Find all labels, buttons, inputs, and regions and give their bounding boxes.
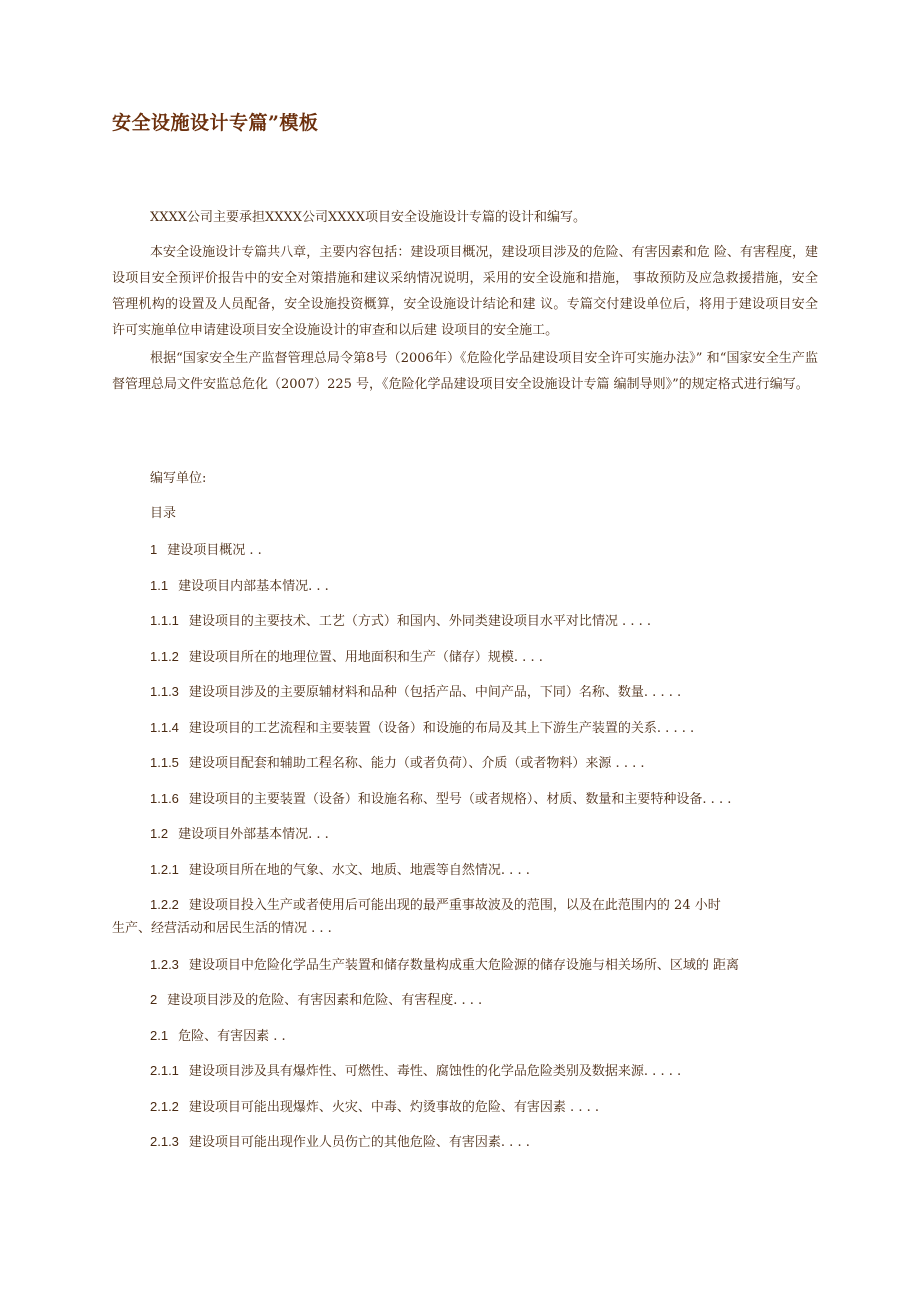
toc-item-text: 建设项目的工艺流程和主要装置（设备）和设施的布局及其上下游生产装置的关系. . . . . [188, 721, 695, 736]
toc-item-number: 1.1.1 [150, 613, 179, 628]
content-summary-paragraph: 本安全设施设计专篇共八章，主要内容包括：建设项目概况，建设项目涉及的危险、有害因素和危 险、有害程度，建设项目安全预评价报告中的安全对策措施和建议采纳情况说明，采用的安全设施和措施， 事故预防及应急救援措施，安全管理机构的设置及人员配备，安全设施投资概算，安全设施设计结论和建 议。专篇交付建设单位后，将用于建设项目安全许可实施单位申请建设项目安全设施设计的审查和以后建 设项目的安全施工。 [112, 245, 818, 338]
intro-paragraph: XXXX公司主要承担XXXX公司XXXX项目安全设施设计专篇的设计和编写。 [150, 210, 587, 225]
toc-item-number: 1.1.6 [150, 791, 179, 806]
toc-item [150, 1027, 286, 1046]
toc-item-text: 建设项目的主要装置（设备）和设施名称、型号（或者规格）、材质、数量和主要特种设备. . . . [188, 792, 732, 807]
author-label: 编写单位: [150, 471, 207, 486]
toc-item-text: 建设项目的主要技术、工艺（方式）和国内、外同类建设项目水平对比情况 . . . . [188, 614, 651, 629]
toc-item [150, 754, 644, 773]
toc-item-number: 1.1.4 [150, 720, 179, 735]
toc-item-number: 2.1 [150, 1028, 169, 1043]
toc-item-number: 1.2.3 [150, 957, 179, 972]
toc-item-text: 建设项目投入生产或者使用后可能出现的最严重事故波及的范围，以及在此范围内的 24 小时 [188, 898, 721, 913]
toc-item-text: 建设项目涉及的主要原辅材料和品种（包括产品、中间产品，下同）名称、数量. . . . . [188, 685, 682, 700]
toc-heading: 目录 [150, 506, 177, 521]
toc-item [150, 825, 329, 844]
toc-item [150, 1098, 599, 1117]
toc-item [150, 541, 262, 560]
toc-item-number: 1.1.5 [150, 755, 179, 770]
toc-item-text: 建设项目内部基本情况. . . [178, 579, 329, 594]
toc-item [150, 991, 482, 1010]
basis-paragraph: 根据“国家安全生产监督管理总局令第8号（2006年）《危险化学品建设项目安全许可实施办法》” 和“国家安全生产监督管理总局文件安监总危化（2007）225 号，《危险化学品建设项目安全设施设计专篇 编制导则》”的规定格式进行编写。 [112, 351, 818, 392]
toc-item-text: 建设项目可能出现作业人员伤亡的其他危险、有害因素. . . . [188, 1135, 530, 1150]
toc-item [150, 956, 739, 975]
document-title: 安全设施设计专篇”模板 [112, 112, 319, 134]
toc-item [150, 648, 543, 667]
toc-item-text: 危险、有害因素 . . [178, 1029, 286, 1044]
toc-item [150, 861, 530, 880]
toc-item-text: 建设项目可能出现爆炸、火灾、中毒、灼烫事故的危险、有害因素 . . . . [188, 1100, 599, 1115]
toc-item-number: 1 [150, 542, 158, 557]
toc-item [150, 683, 681, 702]
toc-item-text: 建设项目外部基本情况. . . [178, 827, 329, 842]
toc-item [150, 1133, 530, 1152]
toc-item-number: 2.1.2 [150, 1099, 179, 1114]
toc-item [150, 790, 731, 809]
toc-item-text: 建设项目涉及具有爆炸性、可燃性、毒性、腐蚀性的化学品危险类别及数据来源. . . . . [188, 1064, 682, 1079]
toc-item [150, 896, 721, 915]
toc-item [150, 612, 651, 631]
toc-item-text: 建设项目所在的地理位置、用地面积和生产（储存）规模. . . . [188, 650, 543, 665]
toc-item-text: 建设项目涉及的危险、有害因素和危险、有害程度. . . . [167, 993, 483, 1008]
toc-item-text: 建设项目配套和辅助工程名称、能力（或者负荷）、介质（或者物料）来源 . . . . [188, 756, 645, 771]
toc-item [150, 577, 329, 596]
toc-item-number: 1.2 [150, 826, 169, 841]
toc-item-number: 1.2.2 [150, 897, 179, 912]
toc-item-number: 1.1 [150, 578, 169, 593]
toc-item-number: 1.1.3 [150, 684, 179, 699]
toc-item [150, 1062, 681, 1081]
toc-item-text: 建设项目概况 . . [167, 543, 262, 558]
toc-item-number: 1.2.1 [150, 862, 179, 877]
toc-item-number: 1.1.2 [150, 649, 179, 664]
toc-item-number: 2.1.3 [150, 1134, 179, 1149]
toc-item-text: 建设项目所在地的气象、水文、地质、地震等自然情况. . . . [188, 863, 530, 878]
toc-item [150, 719, 694, 738]
toc-item-continuation: 生产、经营活动和居民生活的情况 . . . [112, 921, 332, 936]
toc-item-number: 2.1.1 [150, 1063, 179, 1078]
toc-item-number: 2 [150, 992, 158, 1007]
toc-item-text: 建设项目中危险化学品生产装置和储存数量构成重大危险源的储存设施与相关场所、区域的 距离 [188, 958, 740, 973]
